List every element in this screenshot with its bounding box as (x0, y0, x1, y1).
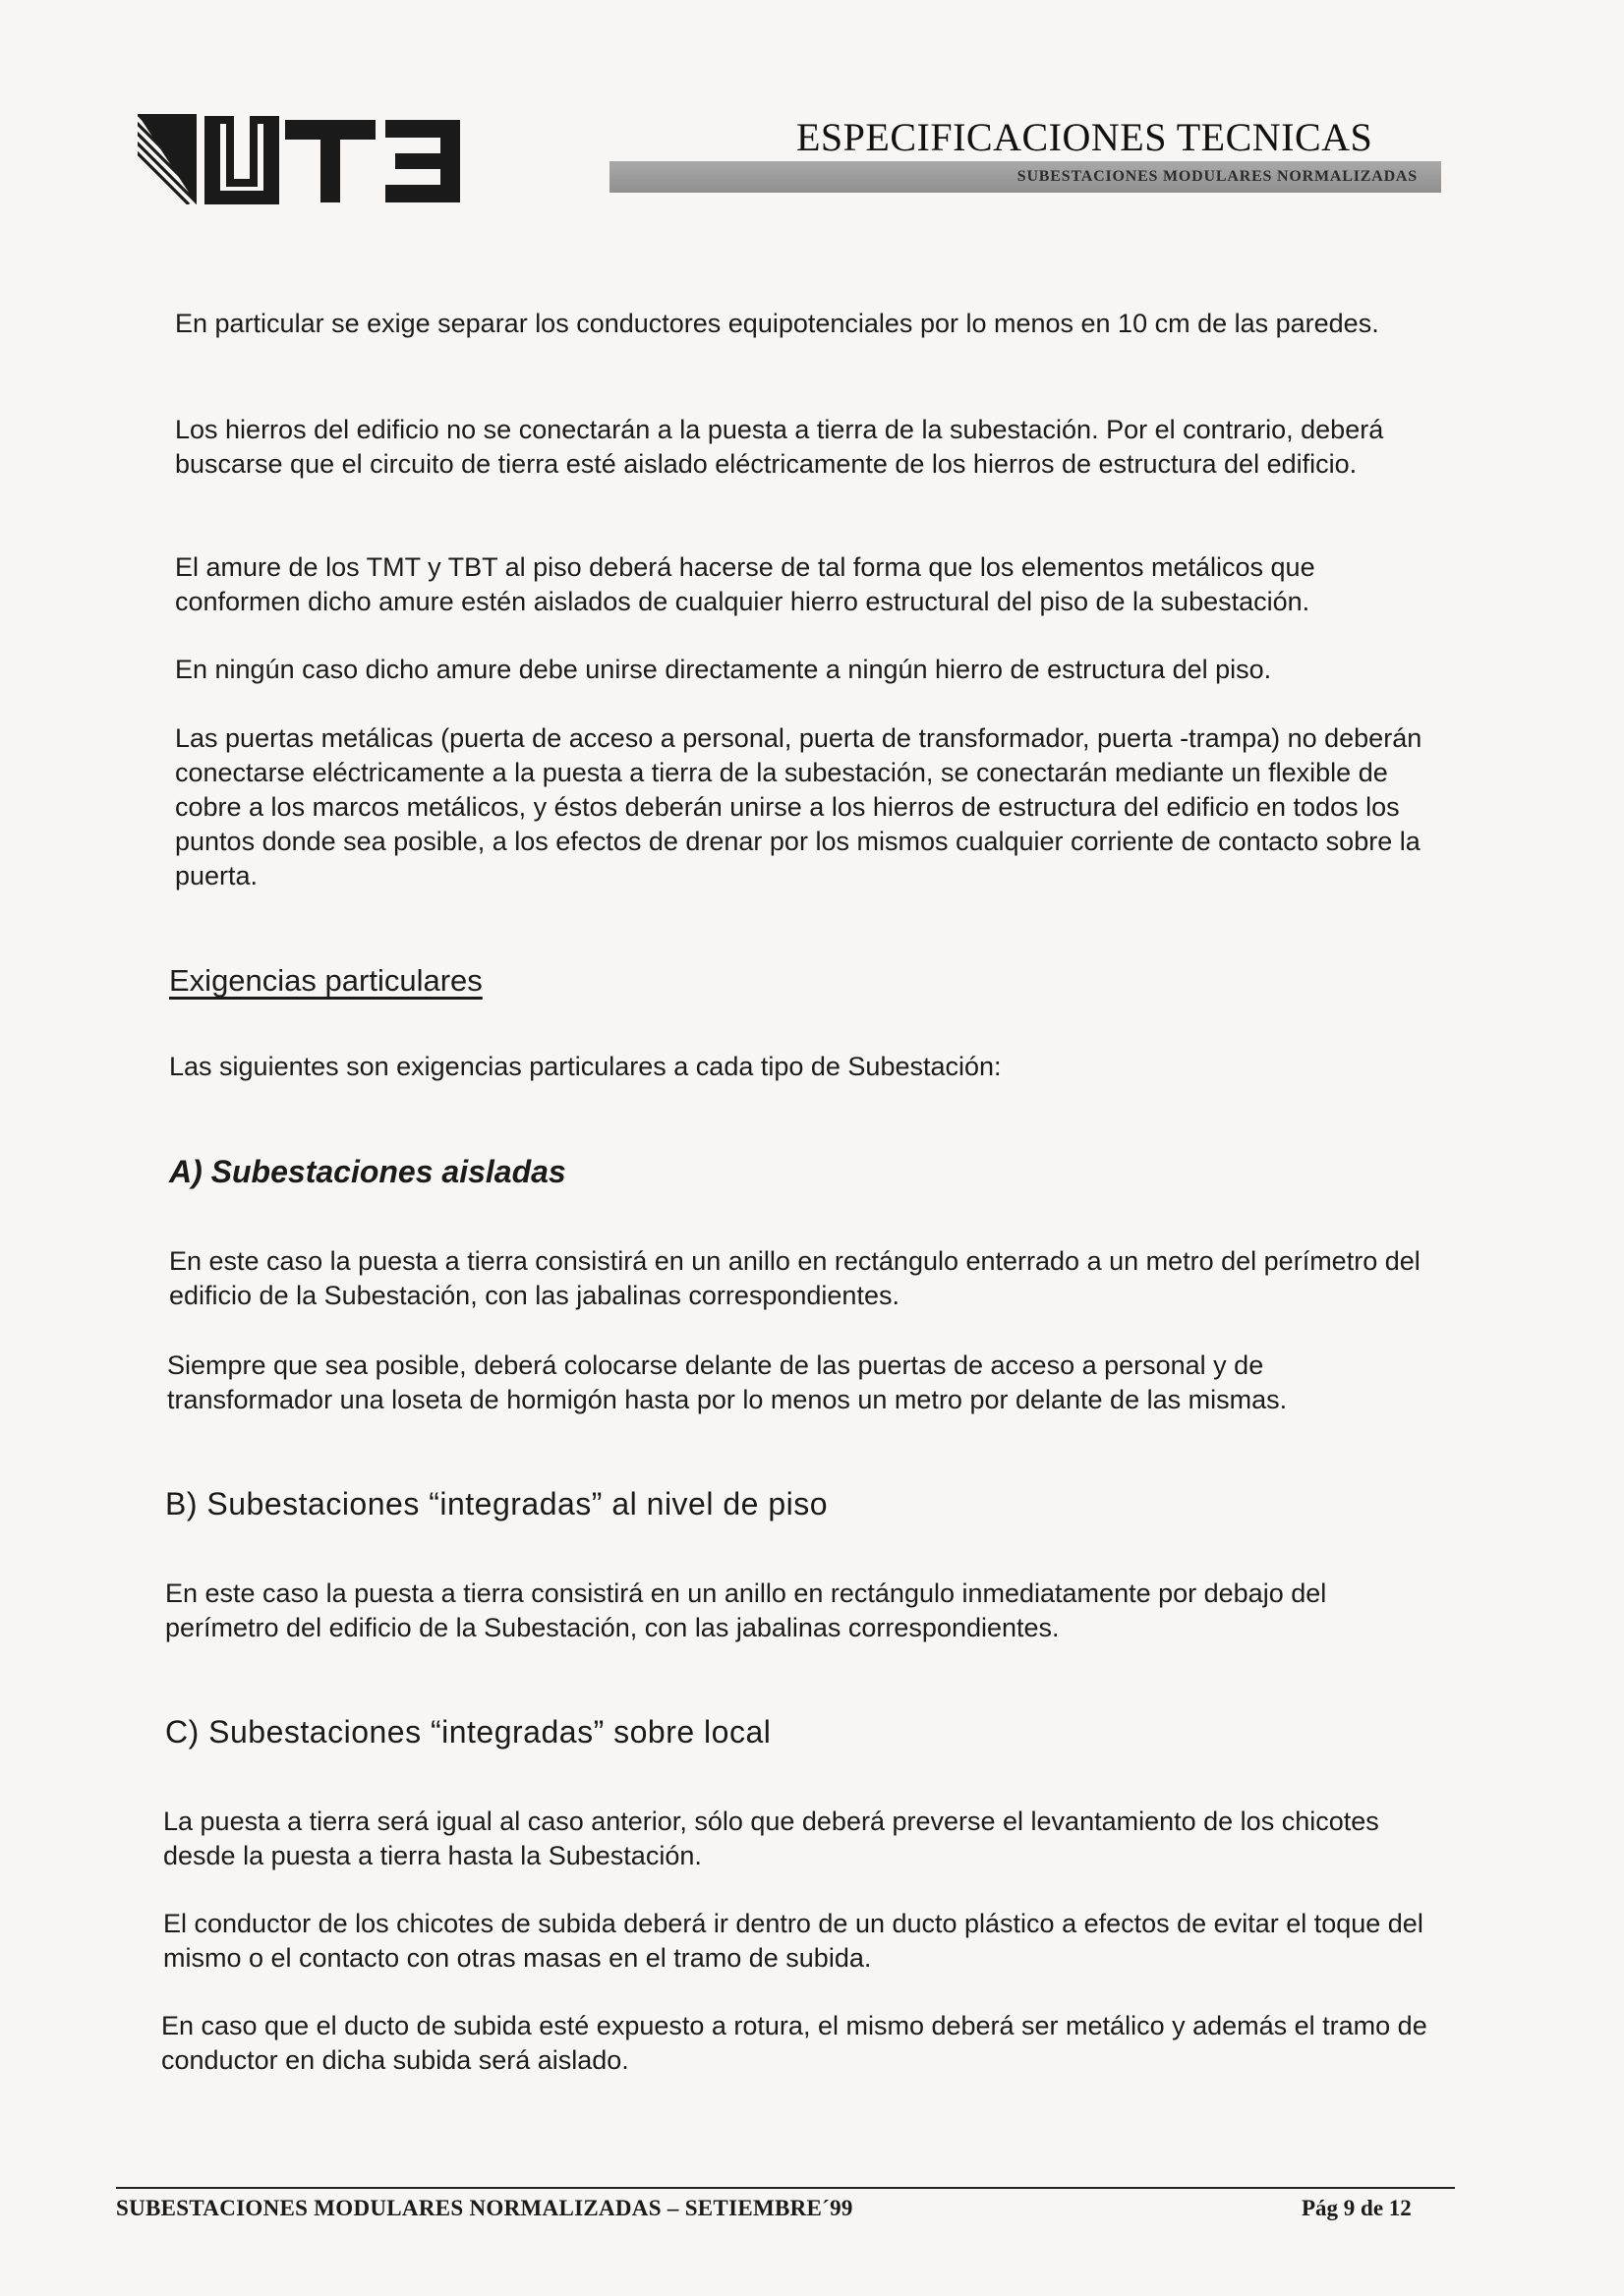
footer-document-name: SUBESTACIONES MODULARES NORMALIZADAS – SETIEMBRE´99 (116, 2196, 853, 2220)
paragraph: La puesta a tierra será igual al caso anterior, sólo que deberá preverse el levantamiento de los chicotes desde la puesta a tierra hasta la Subestación. (163, 1807, 1379, 1870)
footer-divider (116, 2187, 1455, 2189)
footer-page-number: Pág 9 de 12 (1302, 2196, 1412, 2220)
ute-logo (138, 114, 462, 204)
subsection-b-title: B) Subestaciones “integradas” al nivel de piso (165, 1486, 829, 1521)
paragraph: En este caso la puesta a tierra consistirá en un anillo en rectángulo inmediatamente por debajo del perímetro del edificio de la Subestación, con las jabalinas correspondientes. (165, 1578, 1327, 1642)
paragraph: En ningún caso dicho amure debe unirse directamente a ningún hierro de estructura del piso. (175, 655, 1272, 684)
subsection-c-title: C) Subestaciones “integradas” sobre local (165, 1714, 772, 1750)
paragraph: En este caso la puesta a tierra consistirá en un anillo en rectángulo enterrado a un metro del perímetro del edificio de la Subestación, con las jabalinas correspondientes. (169, 1246, 1421, 1310)
subsection-a-title: A) Subestaciones aisladas (169, 1154, 566, 1189)
header-title: ESPECIFICACIONES TECNICAS (796, 115, 1373, 159)
paragraph: El conductor de los chicotes de subida deberá ir dentro de un ducto plástico a efectos de evitar el toque del mismo o el contacto con otras masas en el tramo de subida. (163, 1909, 1423, 1973)
header-subtitle: SUBESTACIONES MODULARES NORMALIZADAS (1016, 168, 1418, 185)
paragraph: Las puertas metálicas (puerta de acceso a personal, puerta de transformador, puerta -trampa) no deberán conectarse eléctricamente a la puesta a tierra de la subestación, se conectarán mediante un flexible de cobre a los marcos metálicos, y éstos deberán unirse a los hierros de estructura del edificio en todos los puntos donde sea posible, a los efectos de drenar por los mismos cualquier corriente de contacto sobre la puerta. (175, 723, 1422, 890)
section-title: Exigencias particulares (169, 963, 483, 998)
paragraph: En particular se exige separar los conductores equipotenciales por lo menos en 10 cm de las paredes. (175, 309, 1379, 338)
paragraph: Siempre que sea posible, deberá colocarse delante de las puertas de acceso a personal y de transformador una loseta de hormigón hasta por lo menos un metro por delante de las mismas. (167, 1350, 1288, 1414)
section-intro: Las siguientes son exigencias particulares a cada tipo de Subestación: (169, 1052, 1002, 1081)
header-subtitle-bar (609, 161, 1441, 193)
paragraph: Los hierros del edificio no se conectarán a la puesta a tierra de la subestación. Por el contrario, deberá buscarse que el circuito de tierra esté aislado eléctricamente de los hierros de estructura del edificio. (175, 415, 1384, 479)
paragraph: El amure de los TMT y TBT al piso deberá hacerse de tal forma que los elementos metálicos que conformen dicho amure estén aislados de cualquier hierro estructural del piso de la subestación. (175, 552, 1315, 616)
paragraph: En caso que el ducto de subida esté expuesto a rotura, el mismo deberá ser metálico y además el tramo de conductor en dicha subida será aislado. (161, 2011, 1427, 2075)
